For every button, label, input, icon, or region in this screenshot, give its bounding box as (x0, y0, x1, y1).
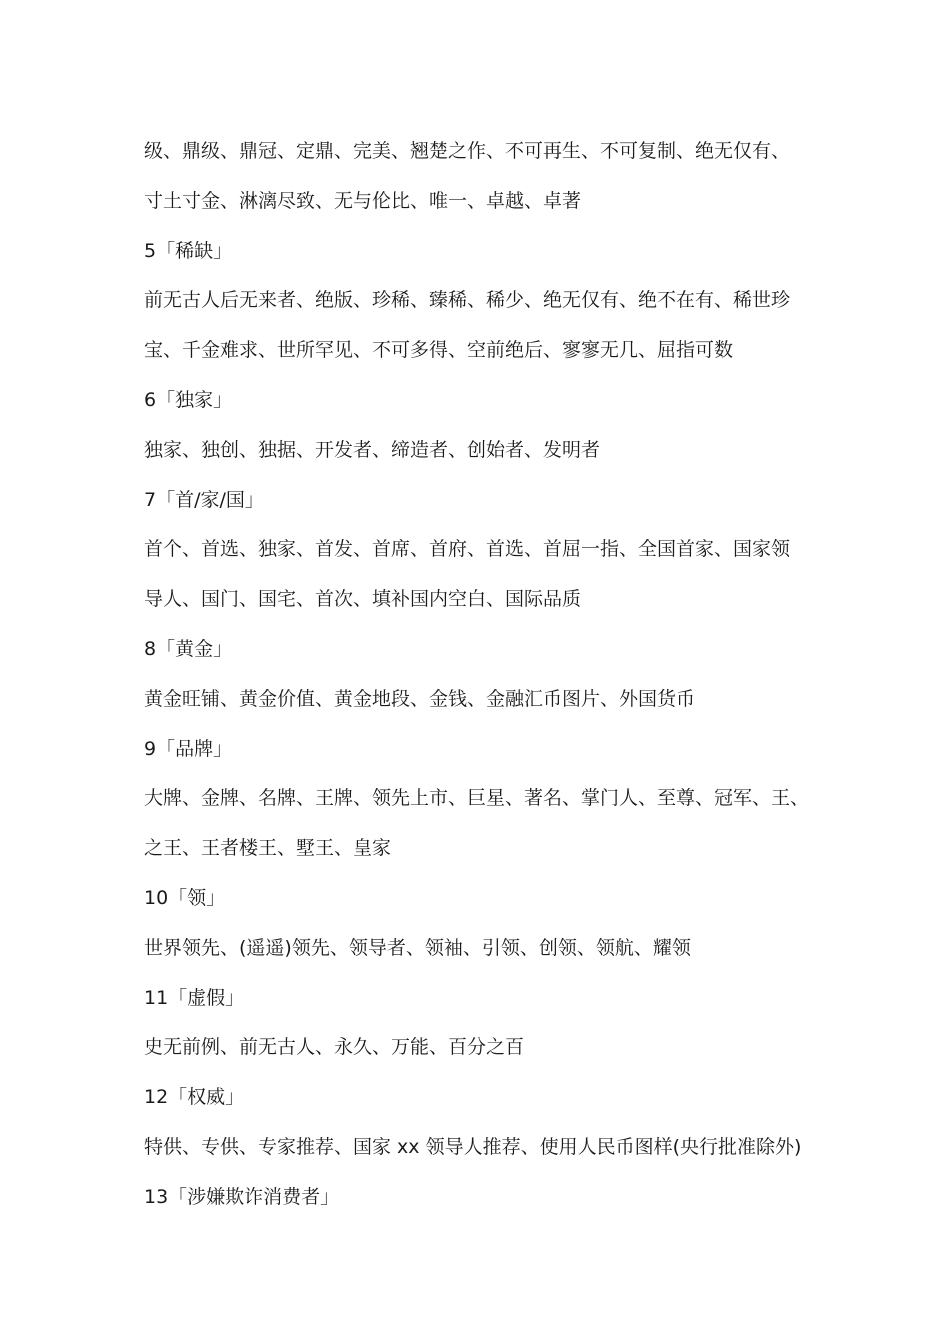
text-line: 特供、专供、专家推荐、国家 xx 领导人推荐、使用人民币图样(央行批准除外) (144, 1135, 802, 1158)
text-line: 世界领先、(遥遥)领先、领导者、领袖、引领、创领、领航、耀领 (144, 936, 691, 959)
section-heading: 9「品牌」 (144, 737, 233, 760)
text-line: 导人、国门、国宅、首次、填补国内空白、国际品质 (144, 588, 582, 611)
text-line: 首个、首选、独家、首发、首席、首府、首选、首屈一指、全国首家、国家领 (144, 538, 791, 561)
text-line: 之王、王者楼王、墅王、皇家 (144, 837, 392, 860)
text-line: 史无前例、前无古人、永久、万能、百分之百 (144, 1036, 525, 1059)
section-heading: 6「独家」 (144, 388, 233, 411)
section-heading: 7「首/家/国」 (144, 488, 264, 511)
text-line: 大牌、金牌、名牌、王牌、领先上市、巨星、著名、掌门人、至尊、冠军、王、 (144, 787, 810, 810)
section-heading: 8「黄金」 (144, 637, 233, 660)
text-line: 独家、独创、独据、开发者、缔造者、创始者、发明者 (144, 438, 601, 461)
section-heading: 5「稀缺」 (144, 239, 233, 262)
text-line: 级、鼎级、鼎冠、定鼎、完美、翘楚之作、不可再生、不可复制、绝无仅有、 (144, 140, 791, 162)
text-line: 前无古人后无来者、绝版、珍稀、臻稀、稀少、绝无仅有、绝不在有、稀世珍 (144, 289, 791, 312)
section-heading: 11「虚假」 (144, 986, 245, 1009)
text-line: 宝、千金难求、世所罕见、不可多得、空前绝后、寥寥无几、屈指可数 (144, 339, 734, 362)
text-line: 寸土寸金、淋漓尽致、无与伦比、唯一、卓越、卓著 (144, 189, 582, 212)
document-content (144, 133, 824, 1229)
section-heading: 13「涉嫌欺诈消费者」 (144, 1185, 340, 1208)
text-line: 黄金旺铺、黄金价值、黄金地段、金钱、金融汇币图片、外国货币 (144, 687, 696, 710)
section-heading: 10「领」 (144, 886, 226, 909)
section-heading: 12「权威」 (144, 1086, 245, 1109)
